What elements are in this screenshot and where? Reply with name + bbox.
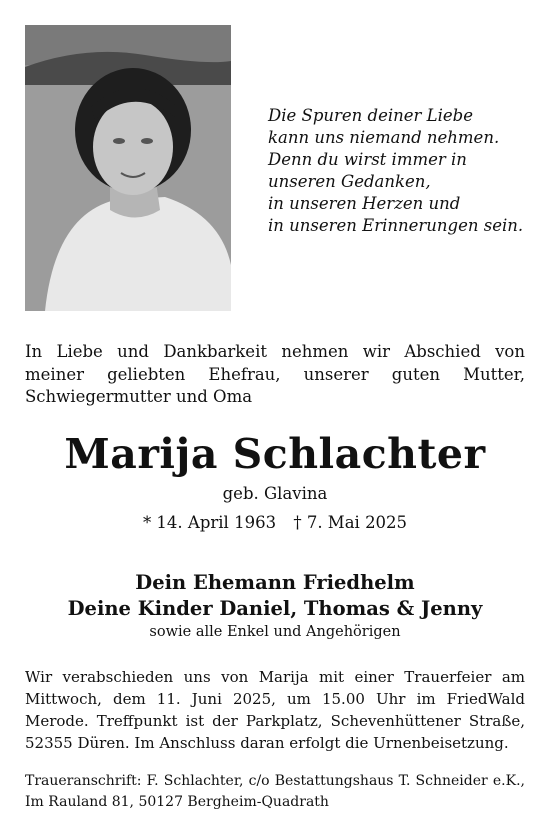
poem-line: in unseren Herzen und — [268, 194, 461, 213]
service-info: Wir verabschieden uns von Marija mit einer Trauerfeier am Mittwoch, dem 11. Juni 2025, um 15.00 Uhr im FriedWald Merode. Treffpunkt ist der Parkplatz, Schevenhüttener Straße, 52355 Düren. Im Anschluss daran erfolgt die Urnenbeisetzung. — [25, 668, 525, 752]
deceased-name: Marija Schlachter — [64, 430, 486, 478]
poem-line: unseren Gedanken, — [268, 172, 431, 191]
poem — [268, 105, 538, 237]
intro-text: In Liebe und Dankbarkeit nehmen wir Abschied von meiner geliebten Ehefrau, unserer guten Mutter, Schwiegermutter und Oma — [25, 342, 525, 406]
poem-line: Die Spuren deiner Liebe — [268, 106, 473, 125]
death-date: † 7. Mai 2025 — [293, 513, 408, 532]
mourner-relatives: sowie alle Enkel und Angehörigen — [149, 624, 401, 640]
mourner-husband: Dein Ehemann Friedhelm — [135, 571, 415, 594]
birth-name: geb. Glavina — [222, 484, 328, 503]
mourning-address: Traueranschrift: F. Schlachter, c/o Bestattungshaus T. Schneider e.K., Im Rauland 81, 50127 Bergheim-Quadrath — [25, 773, 525, 810]
birth-date: * 14. April 1963 — [142, 513, 277, 532]
mourner-children: Deine Kinder Daniel, Thomas & Jenny — [67, 597, 483, 620]
portrait-photo — [25, 25, 231, 311]
poem-line: in unseren Erinnerungen sein. — [268, 216, 524, 235]
life-dates — [0, 513, 550, 532]
poem-line: kann uns niemand nehmen. — [268, 128, 500, 147]
mourners — [0, 570, 550, 622]
poem-line: Denn du wirst immer in — [268, 150, 467, 169]
